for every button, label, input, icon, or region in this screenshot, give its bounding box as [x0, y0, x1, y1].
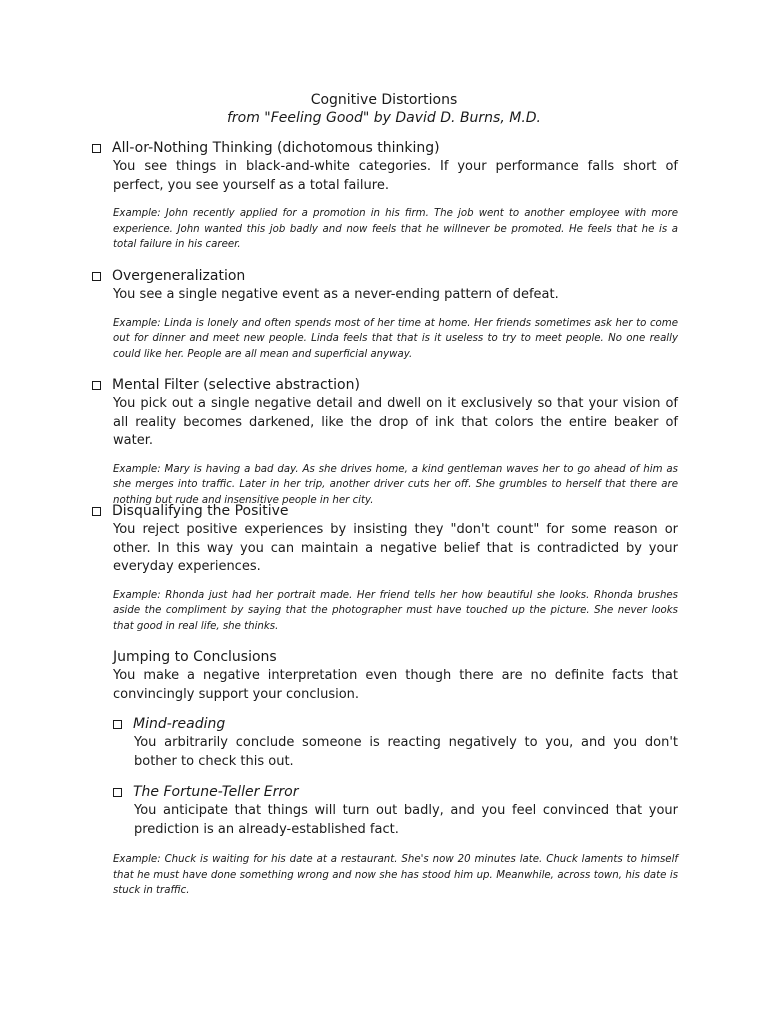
- section-body: You reject positive experiences by insisting they "don't count" for some reason or other. In this way you can maintain a negative belief that is contradicted by your everyday experiences.: [113, 522, 678, 574]
- section-body: You pick out a single negative detail and dwell on it exclusively so that your vision of all reality becomes darkened, like the drop of ink that colors the entire beaker of water.: [113, 396, 678, 448]
- section-example: Example: Linda is lonely and often spends most of her time at home. Her friends sometimes ask her to come out for dinner and meet new people. Linda feels that that is it useless to try to meet people. No one really could like her. People are all mean and superficial anyway.: [113, 317, 678, 360]
- subsection-title: The Fortune-Teller Error: [133, 784, 299, 800]
- section-heading: [92, 138, 678, 158]
- section-title: All-or-Nothing Thinking (dichotomous thinking): [112, 140, 440, 156]
- section-example: Example: Mary is having a bad day. As she drives home, a kind gentleman waves her to go ahead of him as she merges into traffic. Later in her trip, another driver cuts her off. She grumbles to herself that there are nothing but rude and insensitive people in her city.: [113, 463, 678, 506]
- subsection-heading: [113, 782, 678, 802]
- section-disqualifying-positive: [92, 501, 678, 634]
- subsection-fortune-teller: [113, 782, 678, 839]
- final-example: Example: Chuck is waiting for his date at a restaurant. She's now 20 minutes late. Chuck laments to himself that he must have done something wrong and now she has stood him up. Meanwhile, across town, his date is stuck in traffic.: [113, 854, 678, 896]
- subsection-title: Mind-reading: [133, 716, 226, 732]
- section-heading: [92, 266, 678, 286]
- subsection-heading: [113, 714, 678, 734]
- checkbox-icon[interactable]: [92, 507, 101, 516]
- subsection-mind-reading: [113, 714, 678, 771]
- section-all-or-nothing: [92, 138, 678, 253]
- section-title: Overgeneralization: [112, 268, 246, 284]
- section-overgeneralization: [92, 266, 678, 362]
- checkbox-icon[interactable]: [92, 381, 101, 390]
- section-title: Jumping to Conclusions: [113, 649, 277, 665]
- subsection-body: You anticipate that things will turn out badly, and you feel convinced that your prediction is an already-established fact.: [134, 803, 678, 837]
- checkbox-icon[interactable]: [92, 144, 101, 153]
- document-header: [0, 91, 768, 127]
- checkbox-icon[interactable]: [113, 788, 122, 797]
- final-example-block: [92, 852, 678, 899]
- section-heading: [92, 375, 678, 395]
- section-mental-filter: [92, 375, 678, 508]
- section-example: Example: John recently applied for a promotion in his firm. The job went to another employee with more experience. John wanted this job badly and now feels that he willnever be promoted. He feels that he is a total failure in his career.: [113, 208, 678, 250]
- section-heading: [92, 501, 678, 521]
- page-title: Cognitive Distortions: [310, 92, 458, 108]
- subsection-body: You arbitrarily conclude someone is reacting negatively to you, and you don't bother to check this out.: [134, 735, 678, 769]
- section-example: Example: Rhonda just had her portrait made. Her friend tells her how beautiful she looks. Rhonda brushes aside the compliment by saying that the photographer must have touched up the picture. She never looks that good in real life, she thinks.: [113, 589, 678, 632]
- checkbox-icon[interactable]: [113, 720, 122, 729]
- section-body: You see a single negative event as a never-ending pattern of defeat.: [113, 287, 559, 302]
- section-body: You make a negative interpretation even though there are no definite facts that convincingly support your conclusion.: [113, 668, 678, 702]
- section-heading: [92, 647, 678, 667]
- section-body: You see things in black-and-white categories. If your performance falls short of perfect, you see yourself as a total failure.: [113, 159, 678, 193]
- section-jumping-to-conclusions: [92, 647, 678, 704]
- section-title: Mental Filter (selective abstraction): [112, 377, 360, 393]
- section-title: Disqualifying the Positive: [112, 503, 289, 519]
- page-subtitle: from "Feeling Good" by David D. Burns, M.D.: [226, 110, 542, 126]
- checkbox-icon[interactable]: [92, 272, 101, 281]
